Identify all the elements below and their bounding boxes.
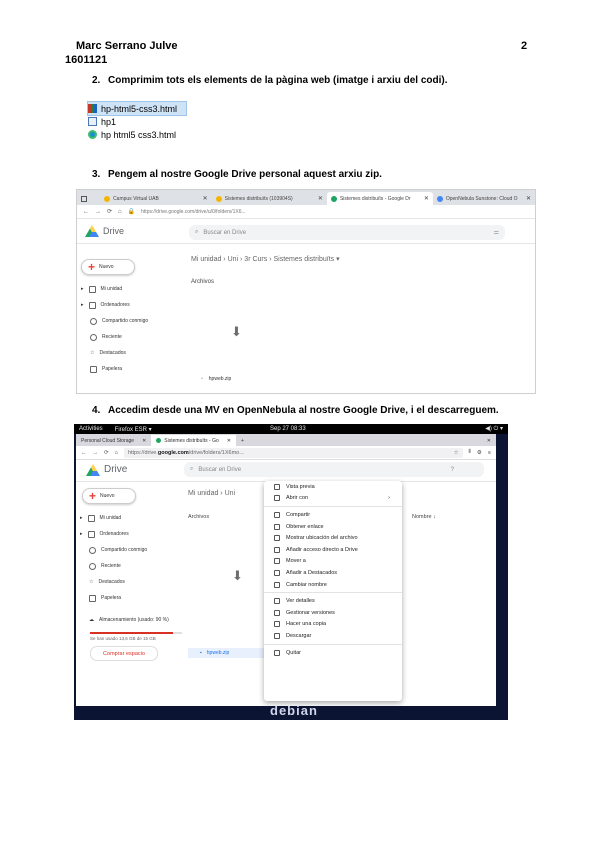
- sidebar-label: Compartido conmigo: [101, 547, 148, 553]
- submenu-arrow-icon: ›: [388, 495, 390, 502]
- clock[interactable]: Sep 27 08:33: [270, 426, 306, 432]
- menu-item-label: Obtener enlace: [286, 523, 324, 530]
- drive-brand: Drive: [103, 226, 125, 236]
- file-list: [88, 102, 186, 141]
- url-text[interactable]: https://drive.google.com/drive/u/0/folders/1X6...: [141, 208, 246, 215]
- menu-separator: [264, 506, 402, 507]
- menu-separator: [264, 644, 402, 645]
- menu-separator: [264, 592, 402, 593]
- favicon-icon: [104, 196, 110, 202]
- menu-item-label: Añadir acceso directo a Drive: [286, 546, 358, 553]
- sidebar-item-my-drive[interactable]: ▸ Mi unidad: [80, 515, 122, 521]
- file-item[interactable]: [88, 128, 186, 141]
- sidebar-item-recent[interactable]: [81, 329, 148, 345]
- close-icon[interactable]: ✕: [202, 196, 208, 202]
- address-bar: [77, 205, 535, 219]
- sidebar-label: Destacados: [99, 350, 126, 356]
- sidebar-item-storage[interactable]: [80, 612, 169, 628]
- tab-label: Personal Cloud Storage: [81, 437, 135, 444]
- sidebar-item-my-drive[interactable]: ▸ Mi unidad: [81, 286, 123, 292]
- section-label: Archivos: [191, 279, 215, 285]
- menu-item-label: Mover a: [286, 558, 306, 565]
- sidebar-label: Ordenadores: [99, 531, 129, 537]
- zip-icon: [88, 104, 97, 113]
- context-menu: [264, 481, 402, 701]
- drive-brand: Drive: [104, 464, 128, 475]
- url-prefix: https://drive.: [127, 449, 158, 456]
- menu-item[interactable]: [264, 595, 402, 607]
- drive-icon: [89, 286, 96, 293]
- menu-item[interactable]: [264, 567, 402, 579]
- new-label: Nuevo: [100, 493, 115, 499]
- system-menu[interactable]: ◀) ⏻ ▾: [485, 426, 503, 432]
- menu-item-label: Abrir con: [286, 495, 309, 502]
- sidebar-label: Papelera: [101, 595, 122, 601]
- menu-item[interactable]: [264, 619, 402, 631]
- step-3: [92, 169, 382, 180]
- close-icon[interactable]: ✕: [226, 437, 231, 444]
- breadcrumb[interactable]: Mi unidad › Uni › 3r Curs › Sistemes distribuïts ▾: [191, 256, 340, 263]
- link-icon: [274, 524, 280, 530]
- menu-item[interactable]: [264, 556, 402, 568]
- info-icon: [274, 598, 280, 604]
- firefox-address-bar: [76, 446, 496, 460]
- share-person-icon: [274, 512, 280, 518]
- menu-item-label: Quitar: [286, 649, 301, 656]
- step-text: Accedim desde una MV en OpenNebula al nostre Google Drive, i el descarreguem.: [108, 405, 499, 416]
- hamburger-menu-icon[interactable]: ≡: [487, 449, 491, 456]
- drive-logo-icon: [86, 464, 100, 476]
- file-name: hpweb.zip: [208, 376, 232, 382]
- menu-item[interactable]: [264, 607, 402, 619]
- file-item[interactable]: [88, 115, 186, 128]
- plus-icon: +: [89, 489, 97, 503]
- browser-tab[interactable]: [433, 192, 535, 205]
- close-icon[interactable]: ✕: [317, 196, 323, 202]
- search-placeholder: Buscar en Drive: [203, 229, 247, 236]
- menu-item-label: Compartir: [286, 511, 311, 518]
- folder-icon: [274, 535, 280, 541]
- storage-usage: Se han usado 13,6 GB de 15 GB: [90, 636, 156, 641]
- star-icon: [274, 570, 280, 576]
- tab-label: Sistemes distribuïts (103904S): [224, 195, 293, 202]
- menu-item[interactable]: [264, 544, 402, 556]
- forward-icon[interactable]: →: [95, 208, 101, 215]
- sidebar-label: Ordenadores: [100, 302, 130, 308]
- file-name: hp html5 css3.html: [101, 129, 177, 140]
- browser-tab-active[interactable]: [151, 435, 236, 446]
- firefox-window: [76, 434, 496, 706]
- tab-label: Campus Virtual UAB: [113, 195, 159, 202]
- sidebar-label: Mi unidad: [99, 515, 122, 521]
- new-label: Nuevo: [99, 264, 114, 270]
- file-name: hpweb.zip: [206, 650, 230, 656]
- trash-icon: [89, 595, 96, 602]
- menu-item-label: Cambiar nombre: [286, 581, 327, 588]
- drive-icon: [88, 515, 95, 522]
- sidebar-label: Almacenamiento (usado: 90 %): [99, 617, 169, 623]
- storage-bar: [90, 632, 182, 634]
- search-icon: ⌕: [195, 229, 199, 235]
- step-2: [92, 75, 448, 86]
- menu-item-label: Descargar: [286, 632, 312, 639]
- browser-tab[interactable]: [76, 435, 151, 446]
- section-label: Archivos: [188, 514, 210, 520]
- screenshot-vm-firefox: [74, 424, 508, 720]
- star-icon: ☆: [89, 579, 94, 585]
- firefox-tab-bar: [76, 434, 496, 446]
- cloud-icon: ☁: [89, 617, 94, 623]
- file-row[interactable]: [201, 376, 231, 382]
- computer-icon: [88, 531, 95, 538]
- menu-item-label: Añadir a Destacados: [286, 569, 338, 576]
- menu-item[interactable]: [264, 630, 402, 642]
- browser-tab-active[interactable]: [327, 192, 433, 205]
- trash-icon: [90, 366, 97, 373]
- drive-add-icon: [274, 547, 280, 553]
- star-icon: ☆: [90, 350, 95, 356]
- student-id: 1601121: [65, 54, 108, 66]
- pencil-icon: [274, 582, 280, 588]
- menu-item[interactable]: [264, 493, 402, 505]
- filter-icon[interactable]: ⚌: [493, 230, 499, 236]
- back-icon[interactable]: ←: [83, 208, 89, 215]
- people-icon: [89, 547, 96, 554]
- browser-tab[interactable]: [100, 192, 212, 205]
- drive-sidebar: [80, 510, 169, 628]
- close-icon[interactable]: ✕: [142, 437, 147, 444]
- zip-file-icon: ▪: [200, 650, 202, 656]
- close-window-icon[interactable]: ✕: [486, 438, 491, 444]
- search-input[interactable]: [184, 462, 484, 477]
- search-placeholder: Buscar en Drive: [198, 466, 242, 473]
- search-input[interactable]: [189, 225, 505, 240]
- breadcrumb[interactable]: Mi unidad › Uni: [188, 490, 236, 497]
- author-name: Marc Serrano Julve: [76, 40, 178, 52]
- new-button[interactable]: [82, 488, 136, 504]
- url-rest: /drive/folders/1X6mo...: [188, 449, 244, 456]
- step-text: Pengem al nostre Google Drive personal aquest arxiu zip.: [108, 169, 382, 180]
- tab-label: Sistemes distribuïts - Go: [164, 437, 219, 444]
- menu-item[interactable]: [264, 579, 402, 591]
- drive-sidebar: [81, 281, 148, 377]
- sidebar-item-trash[interactable]: [80, 590, 169, 606]
- menu-item[interactable]: [264, 532, 402, 544]
- edge-browser-icon: [88, 130, 97, 139]
- search-icon: ⌕: [190, 466, 194, 472]
- trash-icon: [274, 650, 280, 656]
- bookmark-star-icon[interactable]: ☆: [453, 449, 459, 456]
- step-text: Comprimim tots els elements de la pàgina web (imatge i arxiu del codi).: [108, 75, 448, 86]
- sort-column-header[interactable]: Nombre ↓: [412, 514, 436, 520]
- gnome-top-bar: [74, 424, 508, 434]
- sidebar-item-starred[interactable]: [80, 574, 169, 590]
- menu-item[interactable]: [264, 521, 402, 533]
- menu-item-label: Ver detalles: [286, 598, 315, 605]
- home-icon[interactable]: ⌂: [114, 449, 118, 456]
- zip-file-icon: ▫: [201, 376, 203, 382]
- menu-item-label: Vista previa: [286, 483, 315, 490]
- sidebar-item-computers[interactable]: ▸ Ordenadores: [81, 302, 130, 308]
- lock-icon: 🔒: [127, 209, 136, 215]
- step-4: [92, 405, 499, 416]
- step-number: 4.: [92, 405, 101, 416]
- sidebar-label: Reciente: [101, 563, 121, 569]
- drop-arrow-icon: ⬇: [231, 324, 242, 339]
- sidebar-item-shared[interactable]: [80, 542, 169, 558]
- drop-arrow-icon: ⬇: [232, 568, 243, 583]
- clock-icon: [90, 334, 97, 341]
- menu-item-label: Mostrar ubicación del archivo: [286, 535, 358, 542]
- sidebar-label: Mi unidad: [100, 286, 123, 292]
- page-number: 2: [521, 40, 528, 52]
- help-icon[interactable]: ?: [450, 466, 454, 473]
- plus-icon: +: [88, 260, 96, 274]
- history-icon: [274, 610, 280, 616]
- sidebar-item-starred[interactable]: [81, 345, 148, 361]
- sidebar-label: Destacados: [98, 579, 125, 585]
- menu-item-label: Gestionar versiones: [286, 609, 335, 616]
- activities-button[interactable]: Activities: [79, 426, 103, 432]
- extension-icon[interactable]: ⚙: [476, 449, 482, 456]
- close-icon[interactable]: ✕: [525, 196, 531, 202]
- copy-icon: [274, 621, 280, 627]
- file-name: hp1: [101, 116, 117, 127]
- url-domain: google.com: [157, 449, 189, 456]
- file-name: hp-html5-css3.html: [101, 103, 178, 114]
- eye-icon: [274, 484, 280, 490]
- storage-bar-fill: [90, 632, 173, 634]
- menu-item[interactable]: [264, 647, 402, 659]
- menu-item-label: Hacer una copia: [286, 621, 327, 628]
- move-to-icon: [274, 558, 280, 564]
- people-icon: [90, 318, 97, 325]
- document-icon: [88, 117, 97, 126]
- file-row-selected[interactable]: [188, 648, 264, 658]
- wallpaper-text: debian: [270, 703, 318, 718]
- clock-icon: [89, 563, 96, 570]
- window-icon: [81, 196, 87, 202]
- close-icon[interactable]: ✕: [423, 196, 429, 202]
- new-button[interactable]: [81, 259, 135, 275]
- sidebar-label: Papelera: [102, 366, 123, 372]
- tab-label: Sistemes distribuïts - Google Dr: [339, 195, 411, 202]
- download-icon: [274, 633, 280, 639]
- drive-logo-icon: [85, 225, 99, 237]
- buy-storage-button[interactable]: Comprar espacio: [90, 646, 158, 661]
- favicon-icon: [156, 438, 161, 443]
- browser-tab-bar: [77, 190, 535, 205]
- app-menu[interactable]: Firefox ESR ▾: [114, 426, 152, 433]
- sidebar-label: Reciente: [102, 334, 122, 340]
- computer-icon: [89, 302, 96, 309]
- favicon-icon: [216, 196, 222, 202]
- favicon-icon: [331, 196, 337, 202]
- sidebar-item-trash[interactable]: [81, 361, 148, 377]
- browser-tab[interactable]: [212, 192, 327, 205]
- url-input[interactable]: [124, 448, 463, 458]
- reload-icon[interactable]: ⟳: [107, 209, 113, 215]
- sidebar-item-recent[interactable]: [80, 558, 169, 574]
- drive-top-bar: [76, 459, 496, 482]
- sidebar-item-shared[interactable]: [81, 313, 148, 329]
- tab-menu[interactable]: [77, 192, 100, 205]
- move-icon: [274, 495, 280, 501]
- step-number: 2.: [92, 75, 101, 86]
- sidebar-item-computers[interactable]: ▸ Ordenadores: [80, 531, 129, 537]
- tab-label: OpenNebula Sunstone: Cloud O: [445, 195, 518, 202]
- menu-item[interactable]: [264, 509, 402, 521]
- file-item[interactable]: [88, 102, 186, 115]
- screenshot-chrome-drive: [76, 189, 536, 394]
- back-icon[interactable]: ←: [81, 449, 87, 456]
- reload-icon[interactable]: ⟳: [104, 449, 109, 456]
- forward-icon[interactable]: →: [92, 449, 98, 456]
- favicon-icon: [437, 196, 443, 202]
- step-number: 3.: [92, 169, 101, 180]
- sidebar-label: Compartido conmigo: [102, 318, 149, 324]
- new-tab-button[interactable]: +: [240, 437, 244, 444]
- menu-item[interactable]: [264, 481, 402, 493]
- library-icon[interactable]: ⫴: [468, 449, 471, 455]
- home-icon[interactable]: ⌂: [118, 208, 122, 215]
